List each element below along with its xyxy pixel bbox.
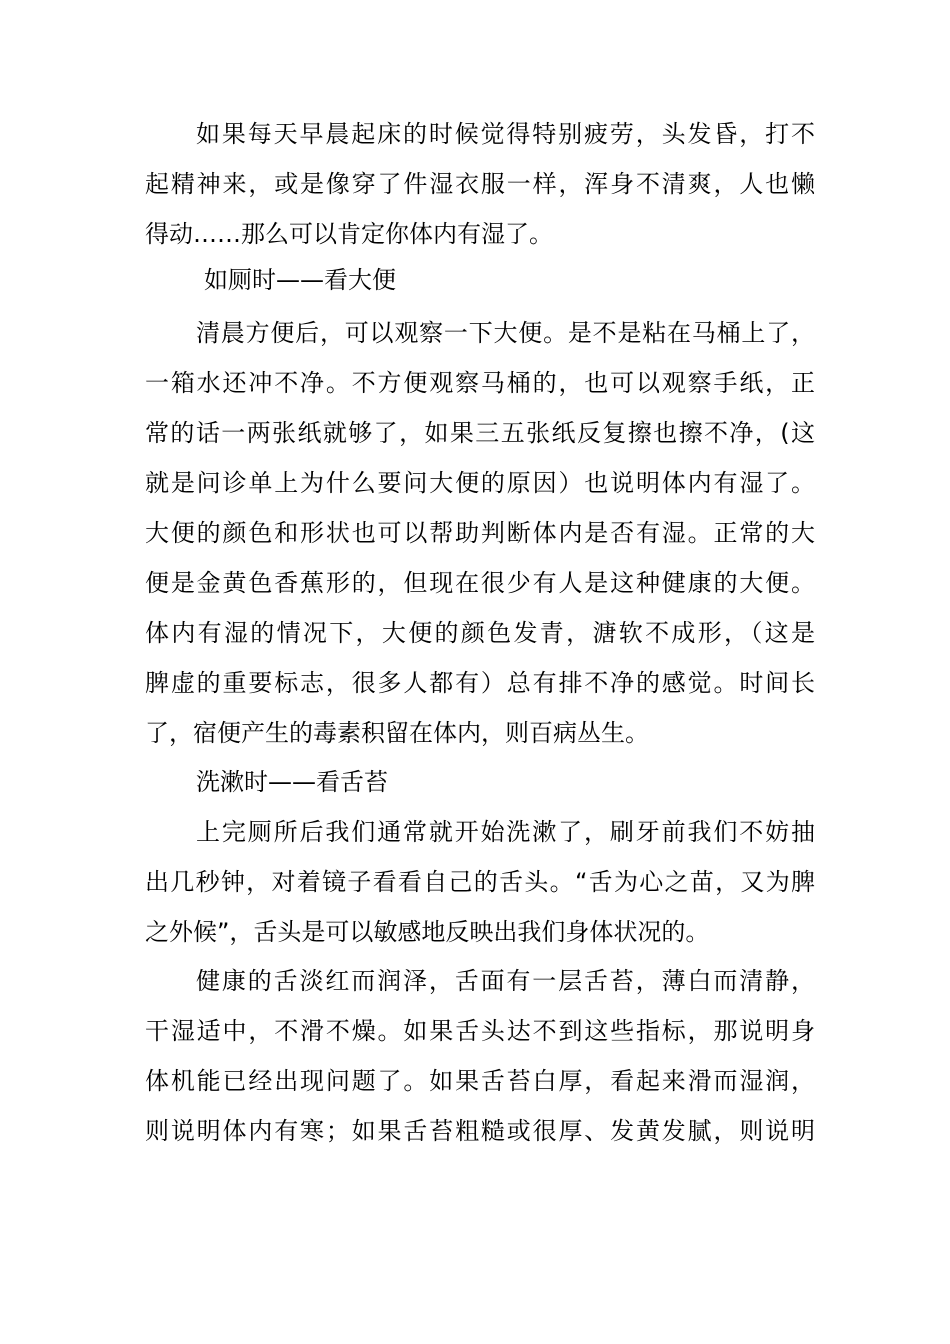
paragraph-line: 体机能已经出现问题了。如果舌苔白厚，看起来滑而湿润，	[145, 1067, 815, 1095]
paragraph-line: 大便的颜色和形状也可以帮助判断体内是否有湿。正常的大	[145, 519, 815, 547]
paragraph-line: 清晨方便后，可以观察一下大便。是不是粘在马桶上了，	[196, 319, 815, 347]
paragraph-line: 了，宿便产生的毒素积留在体内，则百病丛生。	[145, 719, 649, 747]
paragraph-line: 起精神来，或是像穿了件湿衣服一样，浑身不清爽，人也懒	[145, 170, 815, 198]
paragraph-line: 就是问诊单上为什么要问大便的原因）也说明体内有湿了。	[145, 469, 815, 497]
paragraph-line: 则说明体内有寒；如果舌苔粗糙或很厚、发黄发腻，则说明	[145, 1117, 815, 1145]
paragraph-line: 便是金黄色香蕉形的，但现在很少有人是这种健康的大便。	[145, 569, 815, 597]
section-heading: 如厕时——看大便	[204, 266, 396, 294]
paragraph-line: 出几秒钟，对着镜子看看自己的舌头。“舌为心之苗，又为脾	[145, 868, 815, 896]
paragraph-line: 常的话一两张纸就够了，如果三五张纸反复擦也擦不净，(这	[145, 419, 815, 447]
paragraph-line: 干湿适中，不滑不燥。如果舌头达不到这些指标，那说明身	[145, 1017, 815, 1045]
paragraph-line: 脾虚的重要标志，很多人都有）总有排不净的感觉。时间长	[145, 669, 815, 697]
paragraph-line: 健康的舌淡红而润泽，舌面有一层舌苔，薄白而清静，	[196, 967, 815, 995]
paragraph-line: 一箱水还冲不净。不方便观察马桶的，也可以观察手纸，正	[145, 369, 815, 397]
section-heading: 洗漱时——看舌苔	[196, 768, 388, 796]
paragraph-line: 上完厕所后我们通常就开始洗漱了，刷牙前我们不妨抽	[196, 818, 815, 846]
paragraph-line: 得动……那么可以肯定你体内有湿了。	[145, 220, 553, 248]
paragraph-line: 如果每天早晨起床的时候觉得特别疲劳，头发昏，打不	[196, 120, 815, 148]
paragraph-line: 之外候”，舌头是可以敏感地反映出我们身体状况的。	[145, 918, 710, 946]
paragraph-line: 体内有湿的情况下，大便的颜色发青，溏软不成形，（这是	[145, 619, 815, 647]
